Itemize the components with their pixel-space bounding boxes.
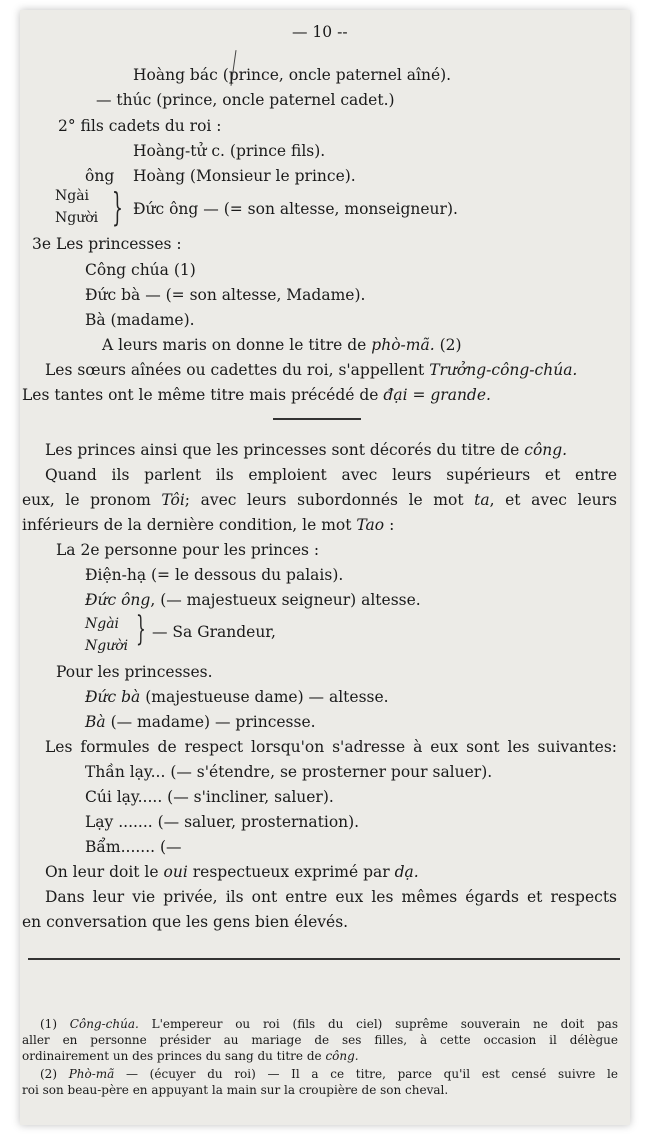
footnote-separator <box>28 958 620 960</box>
footnote-2-line-1 <box>40 1066 618 1082</box>
line-ong-hoang: Hoàng (Monsieur le prince). <box>133 167 356 185</box>
footnote-1-line-3-text: ordinairement un des princes du sang du titre de <box>22 1049 322 1063</box>
respectueux-text: respectueux exprimé par <box>192 863 390 881</box>
line-cui-lay: Cúi lạy..... (— s'incliner, saluer). <box>85 788 334 806</box>
book-page <box>20 10 630 1125</box>
line-pronom <box>22 490 617 510</box>
ngai-label-2: Ngài <box>85 616 120 632</box>
ta-term: ta <box>474 491 490 509</box>
duc-ba-term: Đức bà <box>85 688 141 706</box>
princes-decores-text: Les princes ainsi que les princesses sont décorés du titre de <box>45 441 520 459</box>
line-princesses: 3e Les princesses : <box>32 235 182 253</box>
footnote-1-line-3 <box>22 1048 359 1064</box>
line-ba: Bà (madame). <box>85 311 195 329</box>
line-duc-ba: Đức bà — (= son altesse, Madame). <box>85 286 366 304</box>
ngai-label: Ngài <box>55 188 90 204</box>
pho-ma-term: phò-mã. <box>371 336 435 354</box>
majestueux-text: , (— majestueux seigneur) altesse. <box>150 591 421 609</box>
page-number: — 10 -- <box>292 23 348 41</box>
line-vie-privee: Dans leur vie privée, ils ont entre eux les mêmes égards et respects <box>45 888 617 906</box>
avec-leurs-text: , et avec leurs <box>489 491 617 509</box>
footnote-2-line-2: roi son beau-père en appuyant la main sur la croupière de son cheval. <box>22 1083 449 1097</box>
line-fils-cadets: 2° fils cadets du roi : <box>58 117 222 135</box>
brace-bracket: } <box>112 185 123 229</box>
colon-text: : <box>389 516 395 534</box>
soeurs-text: Les sœurs aînées ou cadettes du roi, s'appellent <box>45 361 425 379</box>
ba-term: Bà <box>85 713 106 731</box>
line-than-lay: Thần lạy... (— s'étendre, se prosterner pour saluer). <box>85 763 493 781</box>
duc-ong-term: Đức ông <box>85 591 151 609</box>
line-cong-chua: Công chúa (1) <box>85 261 196 279</box>
footnote-1-line-1 <box>40 1016 618 1032</box>
line-formules: Les formules de respect lorsqu'on s'adresse à eux sont les suivantes: <box>45 738 617 756</box>
dai-grande-term: đại = grande. <box>383 386 491 404</box>
footnote-2-term: Phò-mã <box>68 1067 115 1081</box>
footnote-2-text: — (écuyer du roi) — Il a ce titre, parce qu'il est censé suivre le <box>126 1067 618 1081</box>
tantes-text: Les tantes ont le même titre mais précédé de <box>22 386 379 404</box>
subordonnes-text: ; avec leurs subordonnés le mot <box>184 491 464 509</box>
footnote-1-number: (1) <box>40 1017 57 1031</box>
line-maris <box>102 335 462 355</box>
madame-princesse-text: (— madame) — princesse. <box>110 713 316 731</box>
footnote-2-number: (2) <box>40 1067 57 1081</box>
line-princes-decores <box>45 440 567 460</box>
section-divider <box>273 418 361 420</box>
cong-term: công. <box>524 441 568 459</box>
line-quand: Quand ils parlent ils emploient avec leurs supérieurs et entre <box>45 466 617 484</box>
line-oui <box>45 862 419 882</box>
on-leur-doit-text: On leur doit le <box>45 863 159 881</box>
line-soeurs <box>45 360 577 380</box>
inferieurs-text: inférieurs de la dernière condition, le mot <box>22 516 352 534</box>
line-bam: Bẩm....... (— <box>85 838 182 856</box>
tao-term: Tao <box>356 516 385 534</box>
maris-text: A leurs maris on donne le titre de <box>102 336 367 354</box>
footnote-1-term: Công-chúa. <box>69 1017 139 1031</box>
line-duc-ong-2 <box>85 590 421 610</box>
truong-cong-chua-term: Trưởng-công-chúa. <box>429 361 578 379</box>
line-sa-grandeur: — Sa Grandeur, <box>152 623 276 641</box>
majestueuse-text: (majestueuse dame) — altesse. <box>145 688 389 706</box>
line-tantes <box>22 385 491 405</box>
line-hoang-tu: Hoàng-tử c. (prince fils). <box>133 142 326 160</box>
footnote-1-cong: công. <box>325 1049 359 1063</box>
footnote-ref-2: (2) <box>439 336 462 354</box>
line-conversation: en conversation que les gens bien élevés. <box>22 913 349 931</box>
nguoi-label: Người <box>55 210 99 226</box>
nguoi-label-2: Người <box>85 638 129 654</box>
toi-term: Tôi <box>161 491 185 509</box>
da-term: dạ. <box>394 863 419 881</box>
footnote-1-text: L'empereur ou roi (fils du ciel) suprême souverain ne doit pas <box>151 1017 618 1031</box>
line-thuc: — thúc (prince, oncle paternel cadet.) <box>96 91 395 109</box>
line-ba-2 <box>85 712 316 732</box>
oui-term: oui <box>163 863 188 881</box>
brace-bracket-2: } <box>136 609 146 649</box>
line-ong-label: ông <box>85 167 115 185</box>
line-lay: Lạy ....... (— saluer, prosternation). <box>85 813 360 831</box>
pronom-text: eux, le pronom <box>22 491 151 509</box>
line-inferieurs <box>22 515 394 535</box>
line-deuxieme-personne: La 2e personne pour les princes : <box>56 541 320 559</box>
line-duc-ba-2 <box>85 687 389 707</box>
line-hoang-bac: Hoàng bác (prince, oncle paternel aîné). <box>133 66 452 84</box>
footnote-1-line-2: aller en personne présider au mariage de ses filles, à cette occasion il délègue <box>22 1033 618 1047</box>
line-pour-princesses: Pour les princesses. <box>56 663 213 681</box>
line-dien-ha: Điện-hạ (= le dessous du palais). <box>85 566 344 584</box>
line-duc-ong: Đức ông — (= son altesse, monseigneur). <box>133 200 458 218</box>
